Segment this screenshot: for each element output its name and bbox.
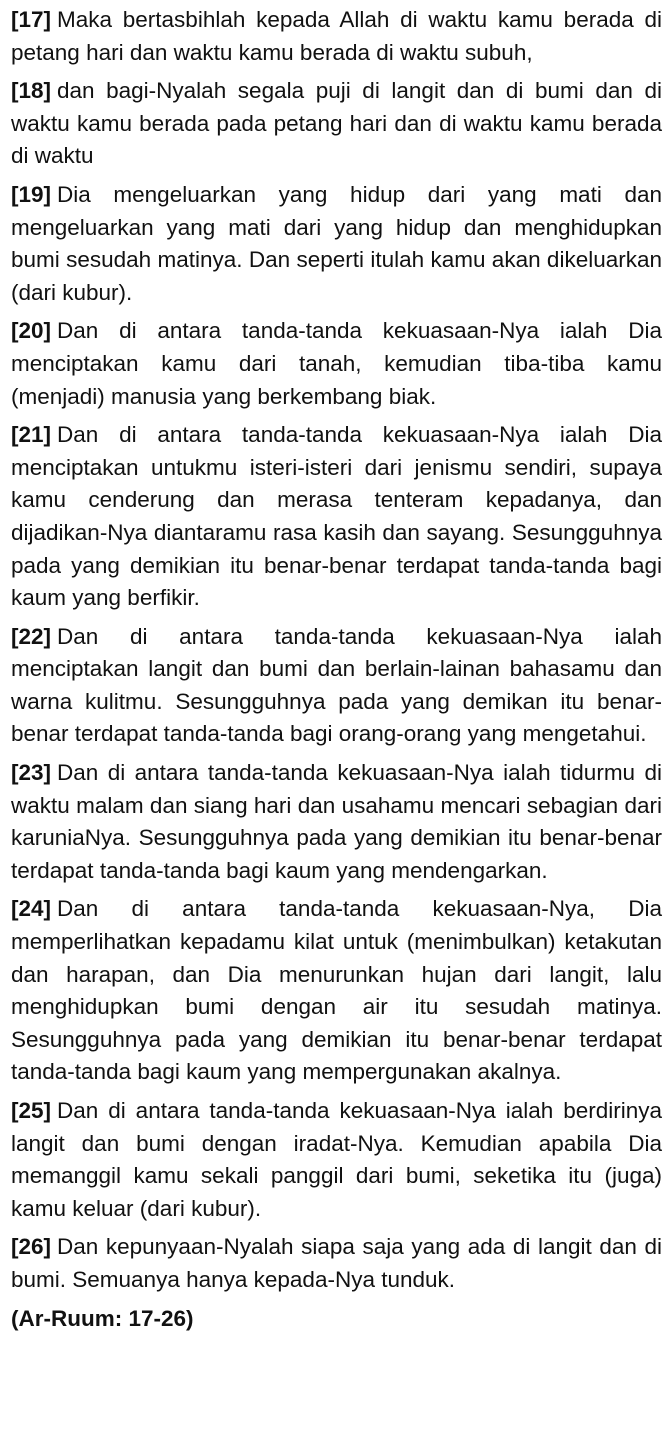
verse-26 (11, 1231, 662, 1296)
verse-text: Dia mengeluarkan yang hidup dari yang mati dan mengeluarkan yang mati dari yang hidup dan menghidupkan bumi sesudah matinya. Dan seperti itulah kamu akan dikeluarkan (dari kubur). (11, 181, 662, 305)
verse-text: Dan di antara tanda-tanda kekuasaan-Nya ialah tidurmu di waktu malam dan siang hari dan usahamu mencari sebagian dari karuniaNya. Sesungguhnya pada yang demikian itu benar-benar terdapat tanda-tanda bagi kaum yang mendengarkan. (11, 760, 662, 883)
verse-number: [19] (11, 181, 52, 207)
verse-text: Dan di antara tanda-tanda kekuasaan-Nya ialah menciptakan langit dan bumi dan berlain-lainan bahasamu dan warna kulitmu. Sesungguhnya pada yang demikan itu benar-benar terdapat tanda-tanda bagi orang-orang yang mengetahui. (11, 623, 662, 747)
verse-23 (11, 757, 662, 887)
verse-text: Maka bertasbihlah kepada Allah di waktu kamu berada di petang hari dan waktu kamu berada di waktu subuh, (11, 7, 662, 65)
verse-text: Dan di antara tanda-tanda kekuasaan-Nya ialah Dia menciptakan untukmu isteri-isteri dari jenismu sendiri, supaya kamu cenderung dan merasa tenteram kepadanya, dan dijadikan-Nya diantaramu rasa kasih dan sayang. Sesungguhnya pada yang demikian itu benar-benar terdapat tanda-tanda bagi kaum yang berfikir. (11, 422, 662, 611)
verse-text: Dan di antara tanda-tanda kekuasaan-Nya, Dia memperlihatkan kepadamu kilat untuk (menimbulkan) ketakutan dan harapan, dan Dia menurunkan hujan dari langit, lalu menghidupkan bumi dengan air itu sesudah matinya. Sesungguhnya pada yang demikian itu benar-benar terdapat tanda-tanda bagi kaum yang mempergunakan akalnya. (11, 896, 662, 1085)
verse-20 (11, 315, 662, 413)
verse-number: [20] (11, 318, 52, 344)
verse-24 (11, 893, 662, 1089)
verse-19 (11, 179, 662, 309)
source-citation: (Ar-Ruum: 17-26) (11, 1305, 194, 1331)
verse-number: [21] (11, 422, 52, 448)
verse-number: [18] (11, 78, 52, 104)
verse-number: [22] (11, 623, 52, 649)
verse-22 (11, 621, 662, 751)
verse-number: [25] (11, 1098, 52, 1123)
verse-number: [23] (11, 760, 52, 786)
verse-text: Dan di antara tanda-tanda kekuasaan-Nya ialah Dia menciptakan kamu dari tanah, kemudian tiba-tiba kamu (menjadi) manusia yang berkembang biak. (11, 318, 662, 409)
verse-number: [17] (11, 7, 52, 32)
verse-text: dan bagi-Nyalah segala puji di langit dan di bumi dan di waktu kamu berada pada petang hari dan di waktu kamu berada di waktu (11, 78, 662, 169)
verse-number: [24] (11, 896, 52, 922)
verse-17 (11, 4, 662, 69)
verse-18 (11, 75, 662, 173)
verse-text: Dan kepunyaan-Nyalah siapa saja yang ada di langit dan di bumi. Semuanya hanya kepada-Nya tunduk. (11, 1234, 662, 1292)
verse-21 (11, 419, 662, 615)
verse-text: Dan di antara tanda-tanda kekuasaan-Nya ialah berdirinya langit dan bumi dengan iradat-Nya. Kemudian apabila Dia memanggil kamu sekali panggil dari bumi, seketika itu (juga) kamu keluar (dari kubur). (11, 1098, 662, 1221)
verse-25 (11, 1095, 662, 1225)
verse-number: [26] (11, 1234, 52, 1260)
